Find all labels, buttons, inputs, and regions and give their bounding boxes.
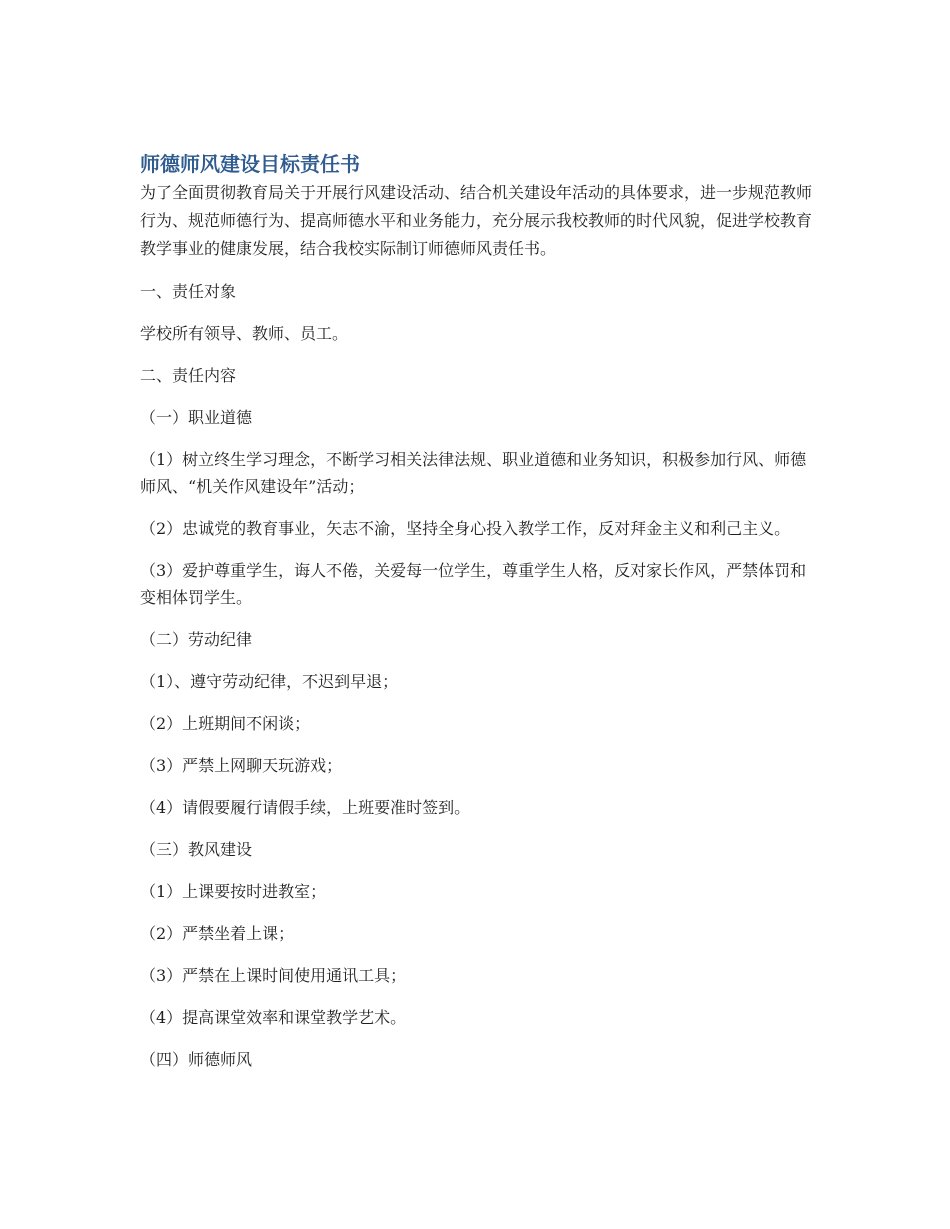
paragraph-target-scope: 学校所有领导、教师、员工。 (140, 324, 349, 343)
list-item-ethics-3: （3）爱护尊重学生，诲人不倦，关爱每一位学生，尊重学生人格，反对家长作风，严禁体罚和变相体罚学生。 (140, 561, 807, 607)
subheading-labor-discipline: （二）劳动纪律 (140, 630, 253, 649)
document-title: 师德师风建设目标责任书 (140, 152, 360, 176)
intro-paragraph: 为了全面贯彻教育局关于开展行风建设活动、结合机关建设年活动的具体要求，进一步规范教师行为、规范师德行为、提高师德水平和业务能力，充分展示我校教师的时代风貌，促进学校教育教学事业的健康发展，结合我校实际制订师德师风责任书。 (140, 183, 813, 258)
list-item-discipline-3: （3）严禁上网聊天玩游戏； (140, 756, 343, 775)
list-item-teaching-4: （4）提高课堂效率和课堂教学艺术。 (140, 1008, 407, 1027)
subheading-professional-ethics: （一）职业道德 (140, 408, 253, 427)
subheading-teaching-style: （三）教风建设 (140, 840, 253, 859)
list-item-ethics-1: （1）树立终生学习理念，不断学习相关法律法规、职业道德和业务知识，积极参加行风、师德师风、“机关作风建设年”活动； (140, 450, 807, 496)
document-page (140, 150, 812, 1088)
section-heading-responsibility-target: 一、责任对象 (140, 282, 237, 301)
list-item-teaching-2: （2）严禁坐着上课； (140, 924, 295, 943)
list-item-discipline-2: （2）上班期间不闲谈； (140, 714, 311, 733)
list-item-discipline-1: （1）、遵守劳动纪律，不迟到早退； (140, 672, 399, 691)
section-heading-responsibility-content: 二、责任内容 (140, 366, 237, 385)
list-item-ethics-2: （2）忠诚党的教育事业，矢志不渝，坚持全身心投入教学工作，反对拜金主义和利己主义。 (140, 519, 791, 538)
list-item-discipline-4: （4）请假要履行请假手续，上班要准时签到。 (140, 798, 471, 817)
subheading-teacher-ethics: （四）师德师风 (140, 1050, 253, 1069)
list-item-teaching-3: （3）严禁在上课时间使用通讯工具； (140, 966, 407, 985)
list-item-teaching-1: （1）上课要按时进教室； (140, 882, 327, 901)
